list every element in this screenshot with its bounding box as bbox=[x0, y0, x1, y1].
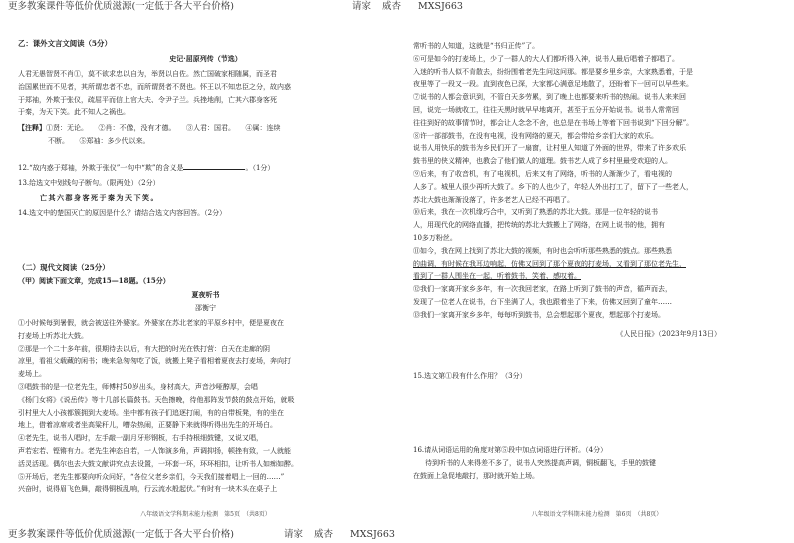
bottom-banner bbox=[0, 528, 794, 542]
text-line: 麦场上。 bbox=[18, 370, 46, 379]
text-line: ④老先生，说书人唱时，左手敲一副月牙形钢板，右手持根细鼓键，又说又唱， bbox=[18, 434, 263, 443]
text-line: 苏北大鼓也渐渐没落了，许多老艺人已经不再唱了。 bbox=[413, 195, 574, 204]
essay-title: 夏夜听书 bbox=[191, 290, 220, 299]
text-line: 打麦场上听苏北大鼓。 bbox=[18, 331, 88, 340]
essay-body bbox=[18, 317, 393, 496]
text-line: 10多万粉丝。 bbox=[413, 233, 457, 242]
text-line: ⑨后来，有了收音机，有了电视机，后来又有了网络，听书的人渐渐少了，看电视的 bbox=[413, 169, 672, 178]
banner-code: MXSJ663 bbox=[350, 529, 395, 540]
notes-line: 不断。 ⑤郑袖：多少代以来。 bbox=[48, 136, 150, 145]
text-line: ⑩后来，我在一次机缘巧合中，又听到了熟悉的苏北大鼓。那是一位年轻的说书 bbox=[413, 208, 658, 217]
text-line: 地上，借着凉席或者坐高粱秆儿，嘈杂热闹，正要静下来就得听得出先生的开场白。 bbox=[18, 421, 277, 430]
text-line: ⑤开场后，老先生都要向听众问好，“各位父老乡亲们，今天我们接着唱上一回的……” bbox=[18, 472, 285, 481]
exam-page-left bbox=[18, 16, 393, 526]
text-line: 活灵活现。偶尔也去大鼓文献讲究点去设置，一环套一环，环环相扣，让听书人如痴如醉。 bbox=[18, 459, 298, 468]
banner-code: MXSJ663 bbox=[418, 1, 463, 12]
text-line: ⑦说书的人都会意识到，不管白天多劳累，到了晚上也都要来听书的热闹。说书人来来回 bbox=[413, 93, 686, 102]
banner-word: 请家 bbox=[284, 529, 304, 540]
banner-word: 威杏 bbox=[382, 1, 402, 12]
answer-blank[interactable] bbox=[183, 162, 245, 170]
text-line: 鼓书里的侠义精神，也教会了他们做人的道理。鼓书艺人成了乡村里最受欢迎的人。 bbox=[413, 157, 672, 166]
text-line: 人君无愚智贤不肖①，莫不欲求忠以自为，举贤以自佐。然亡国破家相随属，而圣君 bbox=[18, 70, 277, 78]
question-16: 16.请从词语运用的角度对第⑤段中加点词语进行评析。（4分） bbox=[413, 446, 608, 454]
text-line: 兴奋时，说得眉飞色舞，敲得铜板乱响，行云流水般起伏。”有时有一块木头在桌子上 bbox=[18, 485, 278, 494]
text-line: 于秦，为天下笑。此不知人之祸也。 bbox=[18, 108, 130, 117]
text-line: 人，用现代化的网络直播，把传统的苏北大鼓搬上了网络，在网上说书的他，拥有 bbox=[413, 221, 665, 230]
text-line: ⑧许一部部鼓书，在没有电视，没有网络的夏天，都会带给乡亲们大家的欢乐。 bbox=[413, 131, 658, 140]
question-score: 。（1分） bbox=[245, 164, 275, 172]
banner-text: 更多教案课件等低价优质滋源(一定低于各大平台价格) bbox=[8, 1, 234, 12]
banner-word: 请家 bbox=[352, 1, 372, 12]
text-line: ⑬我们一家离开家乡多年，每每听到鼓书，总会想起那个夏夜，想起那个打麦场。 bbox=[413, 310, 665, 319]
underlined-line: 的曲调，有时候在我耳边响起，仿佛又回到了那个夏夜的打麦场，又看到了那位老先生， bbox=[413, 259, 686, 268]
classical-text bbox=[18, 68, 393, 119]
classical-text-title: 史记·屈原列传（节选） bbox=[169, 54, 242, 63]
text-line: 《杨门女将》《说岳传》等十几部长篇鼓书。天色擦晚，待他那阵发节鼓的鼓点开始，就吸 bbox=[18, 395, 295, 404]
essay-author: 邵衡宁 bbox=[195, 304, 216, 312]
quoted-sentence: 待到听书的人来得差不多了，说书人突然提高声调，铜板翻飞，手里的鼓键 bbox=[425, 459, 656, 467]
text-line: 人多了。城里人很少再听大鼓了。乡下的人也少了，年轻人外出打工了，留下了一些老人， bbox=[413, 182, 693, 191]
text-line: 引村里大人小孩都簇拥到大麦场。坐中都有孩子们追逐打闹，有的自带板凳，有的坐在 bbox=[18, 408, 284, 417]
text-line: 夜里等了一段又一段。直到夜色已深，大家都心满意足地散了，还盼着下一回可以早些来。 bbox=[413, 80, 693, 89]
text-line: 声若宏若、铿锵有力。老先生神态自若，一人饰演多角，声调抑扬，顿挫有致，一人就能 bbox=[18, 446, 291, 455]
text-line: ⑫我们一家离开家乡多年，有一次我回老家，在路上听到了鼓书的声音，循声而去， bbox=[413, 285, 672, 294]
banner-text: 更多教案课件等低价优质滋源(一定低于各大平台价格) bbox=[8, 529, 234, 540]
question-14: 14.选文中的楚国灭亡的原因是什么？请结合选文内容回答。（2分） bbox=[18, 209, 227, 217]
text-line: ②那是一个二十多年前，很期待去以后，有大把的时光在铁打营：白天在走廊的阴 bbox=[18, 344, 270, 353]
source-citation: 《人民日报》（2023年9月13日） bbox=[616, 330, 721, 338]
banner-word: 威杏 bbox=[314, 529, 334, 540]
text-line: 说书人用快乐的鼓书为乡民们开了一扇窗，让村里人知道了外面的世界，带来了许多欢乐 bbox=[413, 144, 686, 153]
question-13: 13.给选文中划线句子断句。（限两处）（2分） bbox=[18, 179, 160, 187]
text-line: 往往到好的故事情节时，都会让人念念不舍，也总是在书场上等着下回书说到“下回分解”。 bbox=[413, 118, 694, 127]
notes-line: ①贤：无论。 ②肖：不像，没有才德。 ③人君：国君。 ④属：连续 bbox=[46, 124, 281, 132]
text-line: ⑪如今，我在网上找到了苏北大鼓的视频，有时也会听听那些熟悉的鼓点。那些熟悉 bbox=[413, 246, 672, 255]
underlined-line: 看到了一群人围坐在一起，听着鼓书，笑着、感叹着。 bbox=[413, 272, 581, 281]
text-line: 回，说完一场就收工，往往天黑时就早早地离开，甚至于五分开始说书。说书人常常回 bbox=[413, 105, 679, 114]
page-footer: 八年级语文学科期末能力检测 第5页 （共8页） bbox=[140, 511, 271, 518]
text-line: 常听书的人知道，这就是“书归正传”了。 bbox=[413, 42, 540, 50]
text-line: ⑥可是如今的打麦场上，少了一群人的大人们都听得入神，说书人最后唱着子都唱了。 bbox=[413, 54, 679, 63]
text-line: 治国累世而不见者，其所谓忠者不忠，而所谓贤者不贤也。怀王以不知忠臣之分，故内惑 bbox=[18, 82, 291, 91]
question-12 bbox=[18, 162, 393, 175]
notes-label: 【注释】 bbox=[18, 123, 46, 132]
question-15: 15.选文第①段有什么作用？（3分） bbox=[413, 372, 527, 380]
exam-page-right bbox=[413, 16, 781, 526]
section-subtitle: （甲）阅读下面文章，完成15—18题。（15分） bbox=[18, 276, 170, 285]
text-line: 凉里，看祖父载藏的闲书；晚来急匆匆吃了饭，就搬上凳子看相着夏夜去打麦场，奔向打 bbox=[18, 357, 291, 366]
text-line: 于郑袖，外欺于张仪，疏屈平而信上官大夫、令尹子兰。兵挫地削，亡其六郡身客死 bbox=[18, 95, 277, 104]
text-line: 入迷的听书人似不肯散去，纷纷围着老先生问这问那。都是要乡里乡亲，大家熟悉着，于是 bbox=[413, 67, 693, 76]
essay-body bbox=[413, 40, 781, 322]
question-text: 12.“故内惑于郑袖，外欺于张仪”一句中“欺”的含义是 bbox=[18, 164, 184, 172]
section-title: （二）现代文阅读（25分） bbox=[18, 263, 110, 272]
section-title: 乙：课外文言文阅读（5分） bbox=[18, 39, 112, 48]
text-line: 发现了一位老人在说书，台下坐满了人，我也跟着坐了下来，仿佛又回到了童年…… bbox=[413, 297, 672, 306]
page-footer: 八年级语文学科期末能力检测 第6页 （共8页） bbox=[531, 511, 663, 518]
quoted-sentence: 在鼓面上急促地敲打，那时就开始上场。 bbox=[413, 472, 539, 480]
top-banner bbox=[0, 0, 794, 14]
text-line: ③唱鼓书的是一位老先生，师傅村50岁出头，身材高大，声音沙哑醇厚，会唱 bbox=[18, 382, 258, 391]
notes bbox=[18, 122, 393, 148]
text-line: ①小时候每到暑假，就会被送往外婆家。外婆家在苏北老家的平原乡村中，便是夏夜在 bbox=[18, 319, 284, 327]
sentence-to-punctuate: 亡其六郡身客死于秦为天下笑。 bbox=[40, 193, 159, 202]
